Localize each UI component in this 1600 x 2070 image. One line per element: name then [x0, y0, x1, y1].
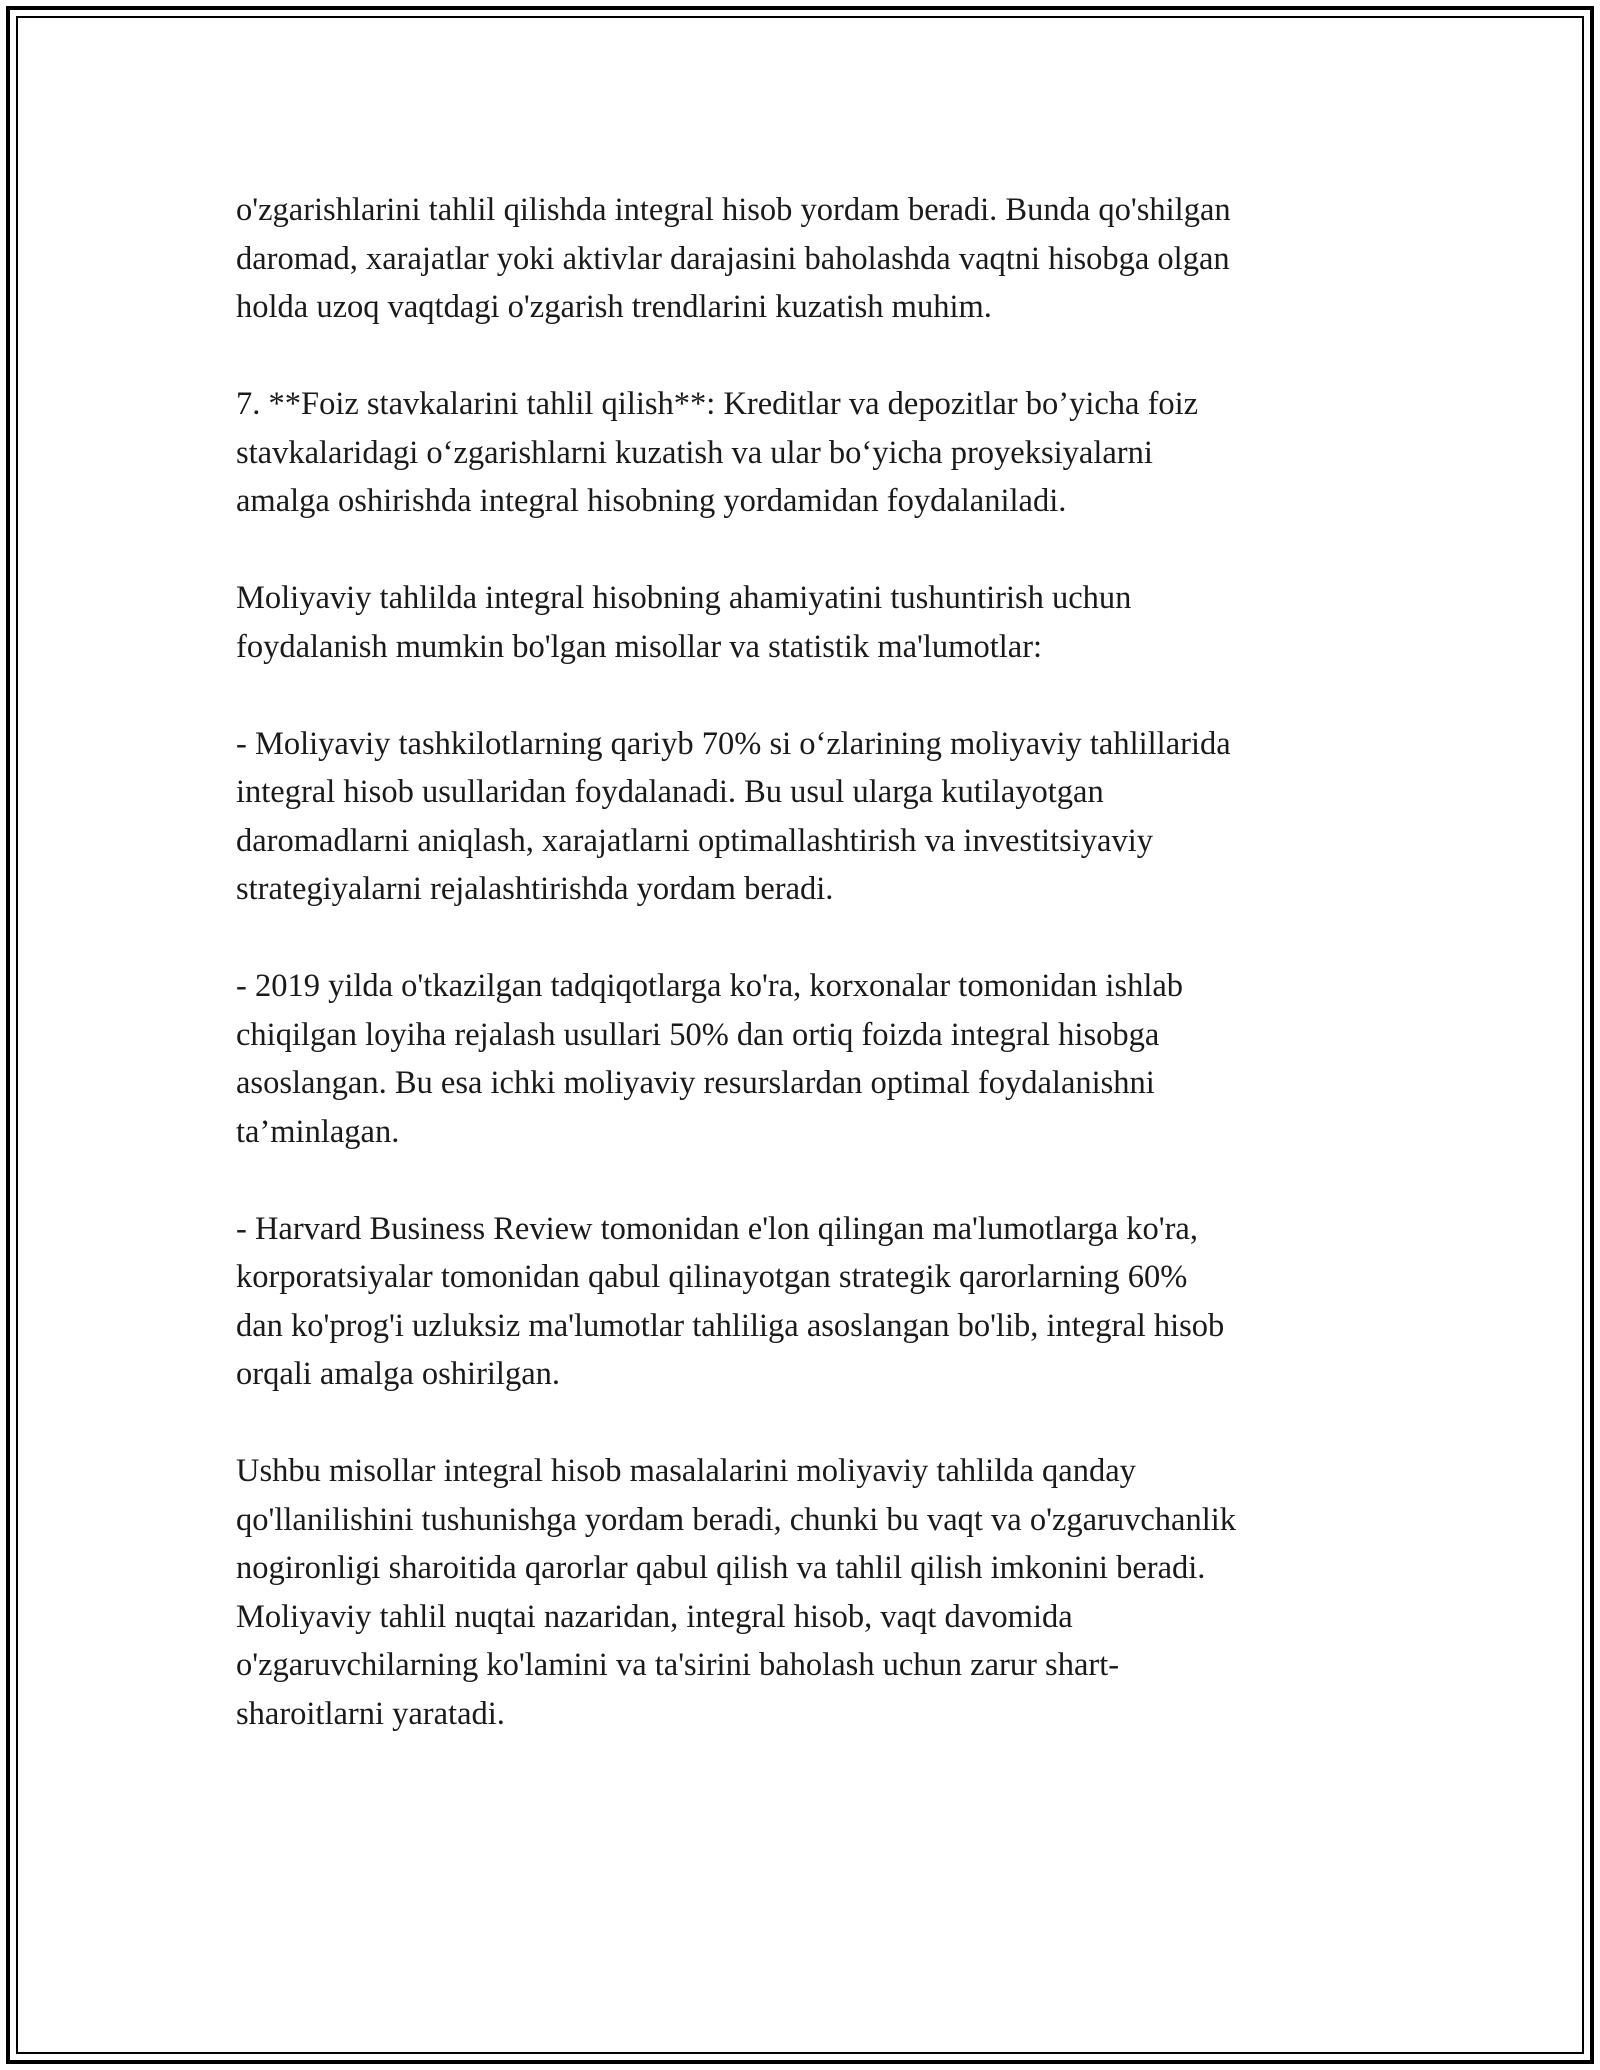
text-line: 7. **Foiz stavkalarini tahlil qilish**: Kreditlar va depozitlar bo’yicha foiz: [236, 386, 1199, 422]
text-line: korporatsiyalar tomonidan qabul qilinayotgan strategik qarorlarning 60%: [236, 1259, 1188, 1295]
paragraph-examples-intro: [236, 574, 1376, 671]
paragraph-example-70-percent: [236, 720, 1376, 914]
text-line: daromad, xarajatlar yoki aktivlar darajasini baholashda vaqtni hisobga olgan: [236, 240, 1230, 277]
text-line: ta’minlagan.: [236, 1113, 400, 1150]
text-line: Ushbu misollar integral hisob masalalarini moliyaviy tahlilda qanday: [236, 1453, 1136, 1489]
text-line: foydalanish mumkin bo'lgan misollar va statistik ma'lumotlar:: [236, 628, 1043, 665]
text-line: chiqilgan loyiha rejalash usullari 50% dan ortiq foizda integral hisobga: [236, 1016, 1160, 1053]
text-line: sharoitlarni yaratadi.: [236, 1695, 505, 1732]
text-line: stavkalaridagi o‘zgarishlarni kuzatish va ular bo‘yicha proyeksiyalarni: [236, 434, 1153, 471]
text-line: orqali amalga oshirilgan.: [236, 1356, 561, 1392]
text-line: Moliyaviy tahlilda integral hisobning ahamiyatini tushuntirish uchun: [236, 580, 1132, 616]
text-line: holda uzoq vaqtdagi o'zgarish trendlarini kuzatish muhim.: [236, 289, 992, 325]
document-body: [236, 186, 1376, 1787]
paragraph-example-hbr: [236, 1205, 1376, 1399]
text-line: Moliyaviy tahlil nuqtai nazaridan, integral hisob, vaqt davomida: [236, 1598, 1073, 1635]
text-line: - 2019 yilda o'tkazilgan tadqiqotlarga ko'ra, korxonalar tomonidan ishlab: [236, 968, 1184, 1004]
paragraph-trend-analysis: [236, 186, 1376, 332]
text-line: amalga oshirishda integral hisobning yordamidan foydalaniladi.: [236, 483, 1067, 519]
text-line: qo'llanilishini tushunishga yordam beradi, chunki bu vaqt va o'zgaruvchanlik: [236, 1501, 1237, 1538]
text-line: integral hisob usullaridan foydalanadi. Bu usul ularga kutilayotgan: [236, 774, 1104, 810]
text-line: - Harvard Business Review tomonidan e'lon qilingan ma'lumotlarga ko'ra,: [236, 1210, 1198, 1247]
text-line: asoslangan. Bu esa ichki moliyaviy resurslardan optimal foydalanishni: [236, 1065, 1155, 1101]
paragraph-conclusion: [236, 1447, 1376, 1738]
text-line: o'zgarishlarini tahlil qilishda integral hisob yordam beradi. Bunda qo'shilgan: [236, 192, 1231, 228]
paragraph-example-2019: [236, 962, 1376, 1156]
text-line: daromadlarni aniqlash, xarajatlarni optimallashtirish va investitsiyaviy: [236, 822, 1153, 859]
text-line: strategiyalarni rejalashtirishda yordam beradi.: [236, 871, 834, 907]
text-line: o'zgaruvchilarning ko'lamini va ta'sirini baholash uchun zarur shart-: [236, 1647, 1120, 1683]
paragraph-interest-rates: [236, 380, 1376, 526]
text-line: dan ko'prog'i uzluksiz ma'lumotlar tahliliga asoslangan bo'lib, integral hisob: [236, 1307, 1225, 1344]
text-line: nogironligi sharoitida qarorlar qabul qilish va tahlil qilish imkonini beradi.: [236, 1550, 1206, 1586]
text-line: - Moliyaviy tashkilotlarning qariyb 70% si o‘zlarining moliyaviy tahlillarida: [236, 725, 1231, 762]
